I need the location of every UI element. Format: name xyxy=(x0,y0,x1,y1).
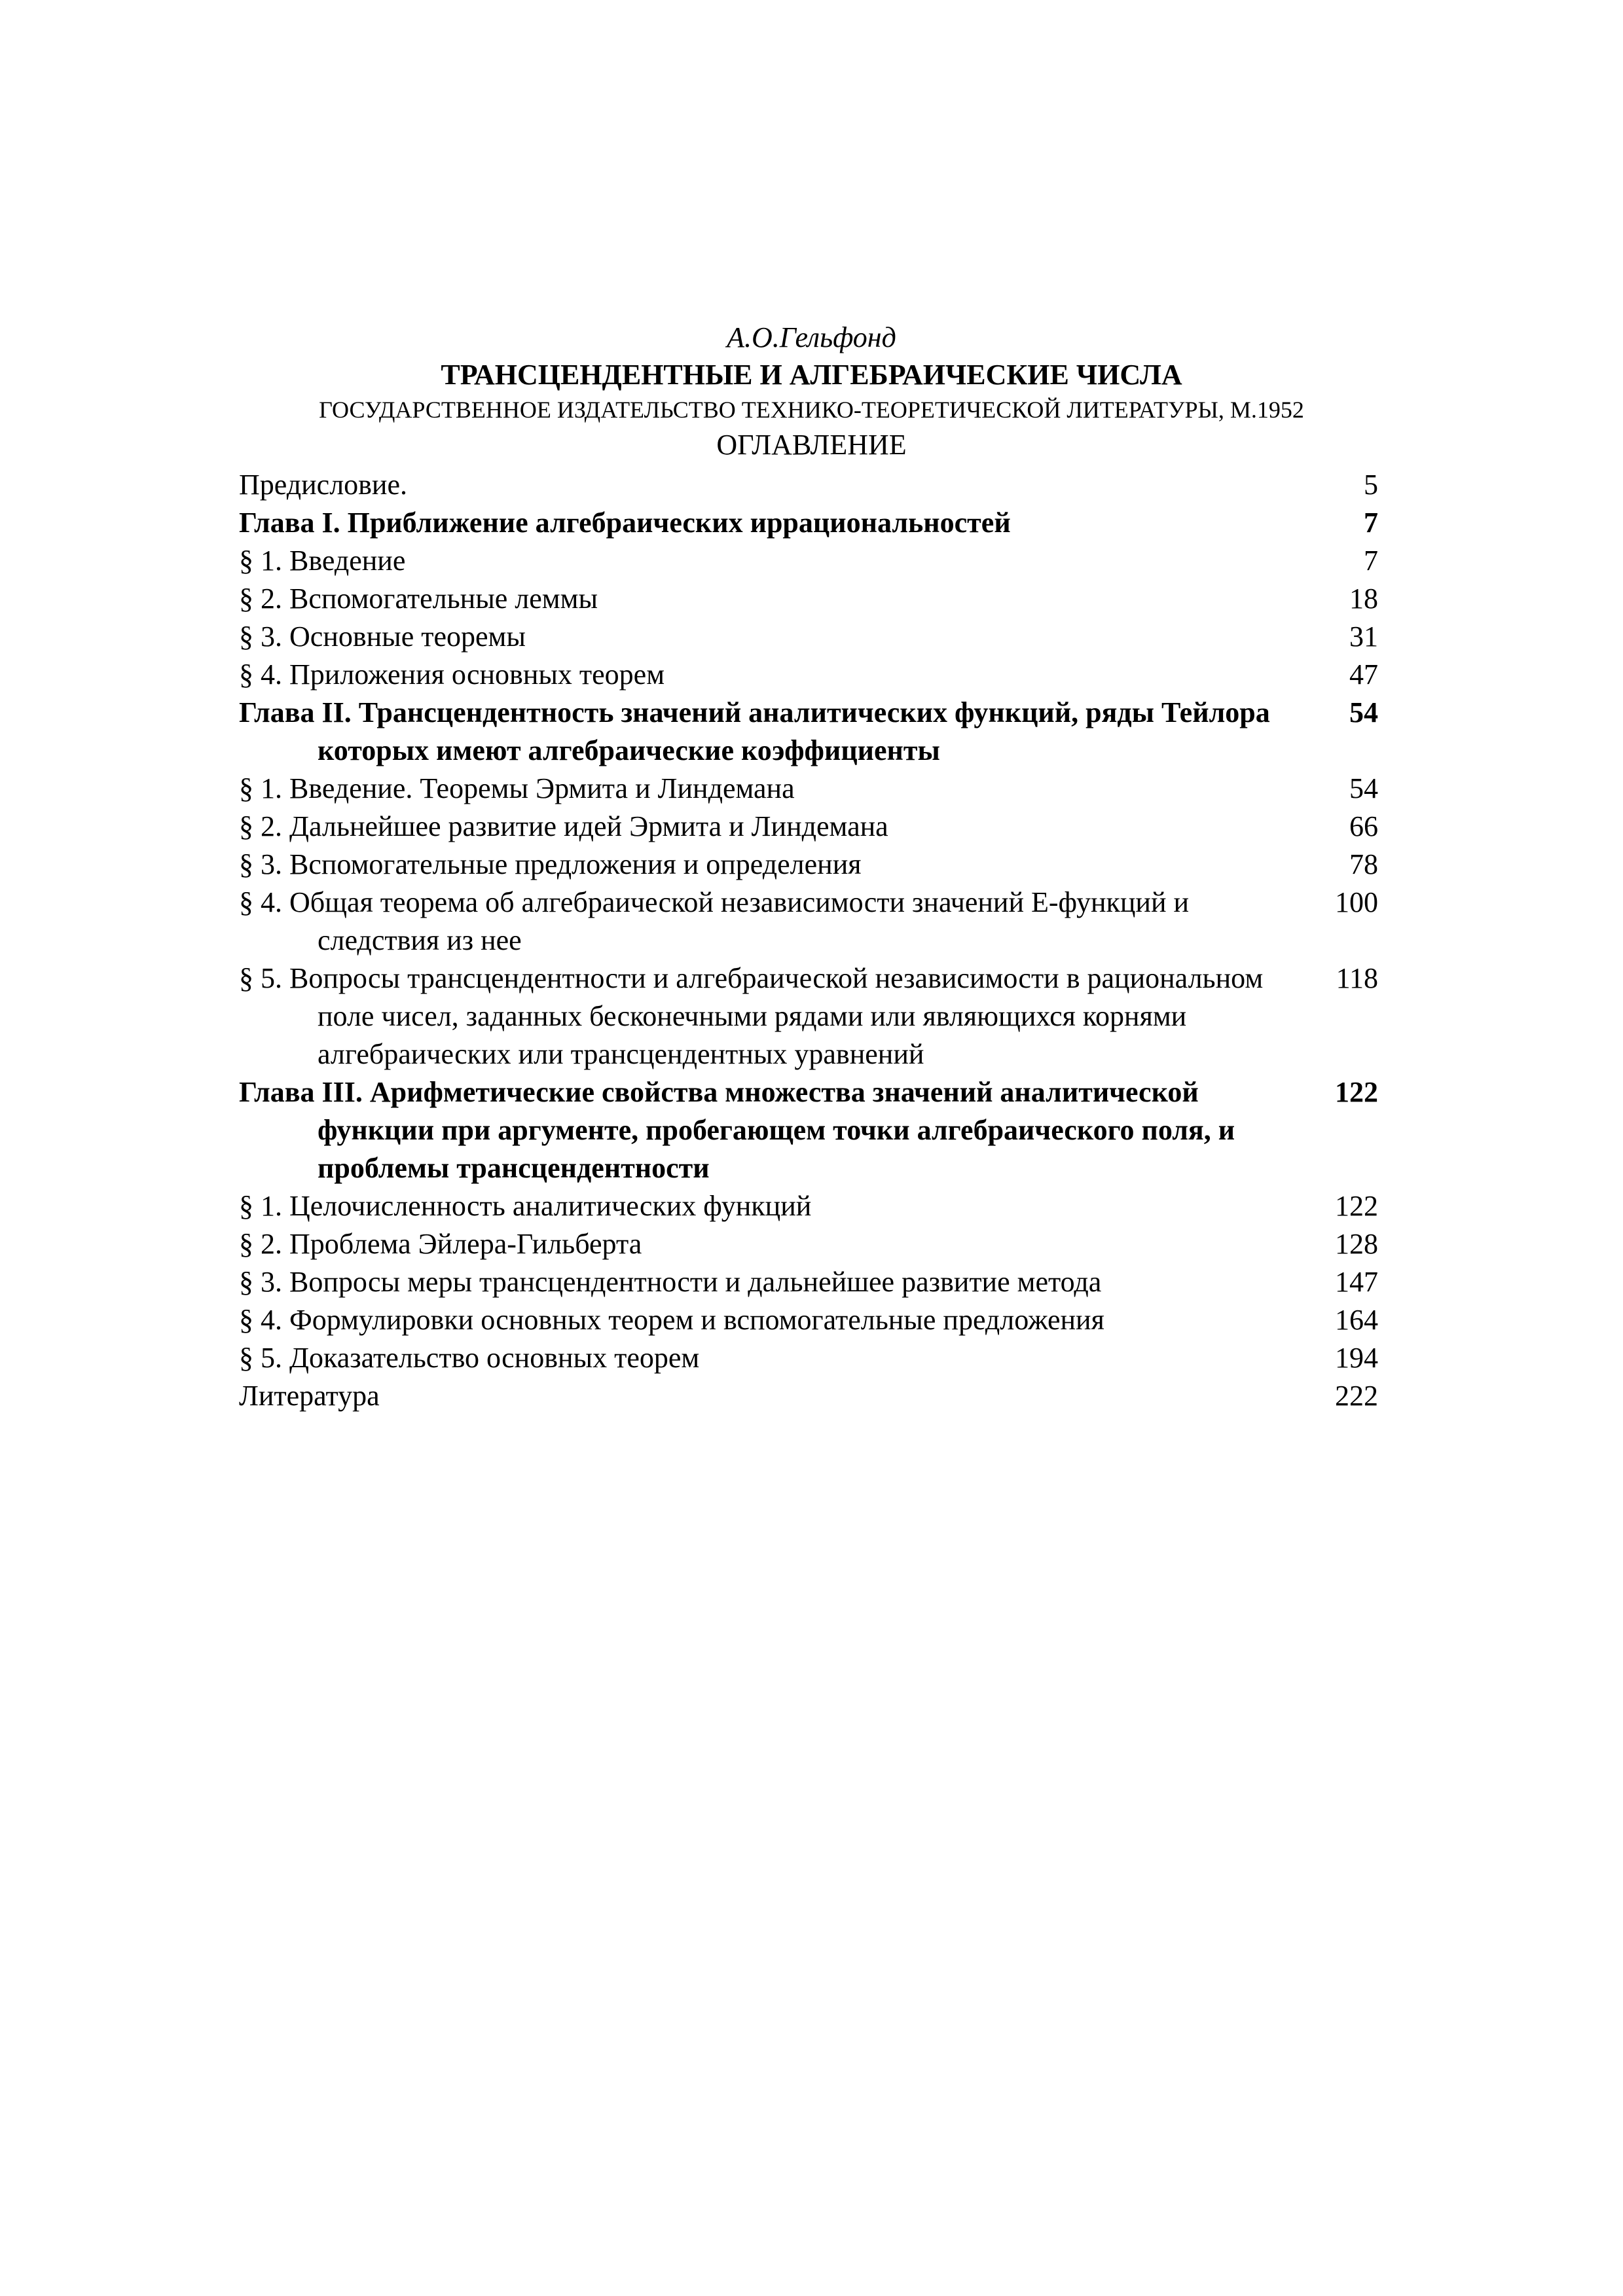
publisher-line: ГОСУДАРСТВЕННОЕ ИЗДАТЕЛЬСТВО ТЕХНИКО-ТЕОРЕТИЧЕСКОЙ ЛИТЕРАТУРЫ, М.1952 xyxy=(319,397,1304,423)
toc-entry-page: 122 xyxy=(1335,1190,1378,1222)
toc-entry-section xyxy=(239,1339,1385,1377)
toc-entry-label: § 1. Введение xyxy=(239,545,406,577)
toc-entry-section xyxy=(239,960,1385,1073)
toc-entry-label: § 1. Введение. Теоремы Эрмита и Линдемана xyxy=(239,772,795,804)
toc-entry-page: 7 xyxy=(1364,545,1378,577)
toc-entry-label: § 1. Целочисленность аналитических функций xyxy=(239,1190,812,1222)
toc-entry-label: § 3. Вспомогательные предложения и определения xyxy=(239,848,862,880)
toc-entry-page: 118 xyxy=(1336,962,1378,994)
toc-entry-page: 31 xyxy=(1349,620,1378,653)
toc-entry-label: § 2. Проблема Эйлера-Гильберта xyxy=(239,1228,642,1260)
toc-entry-page: 5 xyxy=(1364,469,1378,501)
toc-entry-page: 66 xyxy=(1349,810,1378,842)
toc-entry-label: Глава III. Арифметические свойства множества значений аналитической функции при аргументе, пробегающем точки алгебраического поля, и проблемы трансцендентности xyxy=(239,1076,1235,1184)
toc-entry-section xyxy=(239,884,1385,960)
toc-entry-label: Литература xyxy=(239,1380,380,1412)
author-name: А.О.Гельфонд xyxy=(727,321,896,353)
toc-entry-section xyxy=(239,1187,1385,1225)
toc-entry-page: 122 xyxy=(1335,1076,1378,1108)
toc-entry-section xyxy=(239,1301,1385,1339)
toc-entry-label: § 5. Вопросы трансцендентности и алгебраической независимости в рациональном поле чисел, заданных бесконечными рядами или являющихся корнями алгебраических или трансцендентных уравнений xyxy=(239,962,1264,1070)
toc-entry-section xyxy=(239,770,1385,808)
toc-entry-page: 54 xyxy=(1349,696,1378,728)
toc-entry-section xyxy=(239,542,1385,580)
toc-entry-page: 47 xyxy=(1349,658,1378,691)
book-title: ТРАНСЦЕНДЕНТНЫЕ И АЛГЕБРАИЧЕСКИЕ ЧИСЛА xyxy=(441,359,1182,391)
toc-entry-label: § 3. Основные теоремы xyxy=(239,620,526,653)
toc-entry-page: 164 xyxy=(1335,1304,1378,1336)
toc-entry-page: 78 xyxy=(1349,848,1378,880)
toc-entry-section xyxy=(239,1225,1385,1263)
toc-entry-section xyxy=(239,580,1385,618)
toc-entry-literature xyxy=(239,1377,1385,1415)
toc-entry-page: 147 xyxy=(1335,1266,1378,1298)
toc-entry-page: 128 xyxy=(1335,1228,1378,1260)
toc-entry-label: § 2. Вспомогательные леммы xyxy=(239,583,598,615)
toc-entry-page: 54 xyxy=(1349,772,1378,804)
toc-entry-label: § 4. Общая теорема об алгебраической независимости значений E-функций и следствия из нее xyxy=(239,886,1190,956)
toc-entry-label: § 4. Формулировки основных теорем и вспомогательные предложения xyxy=(239,1304,1104,1336)
toc-entry-section xyxy=(239,656,1385,694)
toc-entry-section xyxy=(239,846,1385,884)
toc-entry-page: 100 xyxy=(1335,886,1378,918)
toc-entry-page: 194 xyxy=(1335,1342,1378,1374)
toc-entry-page: 222 xyxy=(1335,1380,1378,1412)
toc-heading: ОГЛАВЛЕНИЕ xyxy=(716,429,907,461)
toc-entry-section xyxy=(239,1263,1385,1301)
toc-entry-label: Предисловие. xyxy=(239,469,407,501)
toc-entry-label: § 4. Приложения основных теорем xyxy=(239,658,665,691)
toc-entry-label: § 2. Дальнейшее развитие идей Эрмита и Линдемана xyxy=(239,810,888,842)
toc-entry-label: Глава II. Трансцендентность значений аналитических функций, ряды Тейлора которых имеют алгебраические коэффициенты xyxy=(239,696,1270,766)
toc-entry-chapter-1 xyxy=(239,504,1385,542)
toc-entry-section xyxy=(239,808,1385,846)
toc-entry-label: § 3. Вопросы меры трансцендентности и дальнейшее развитие метода xyxy=(239,1266,1102,1298)
toc-entry-section xyxy=(239,618,1385,656)
toc-entry-chapter-2 xyxy=(239,694,1385,770)
toc-entry-label: Глава I. Приближение алгебраических иррациональностей xyxy=(239,507,1011,539)
toc-entry-page: 7 xyxy=(1364,507,1378,539)
toc-entry-label: § 5. Доказательство основных теорем xyxy=(239,1342,700,1374)
toc-entry-chapter-3 xyxy=(239,1073,1385,1187)
table-of-contents xyxy=(239,466,1385,1415)
toc-entry-preface xyxy=(239,466,1385,504)
toc-entry-page: 18 xyxy=(1349,583,1378,615)
